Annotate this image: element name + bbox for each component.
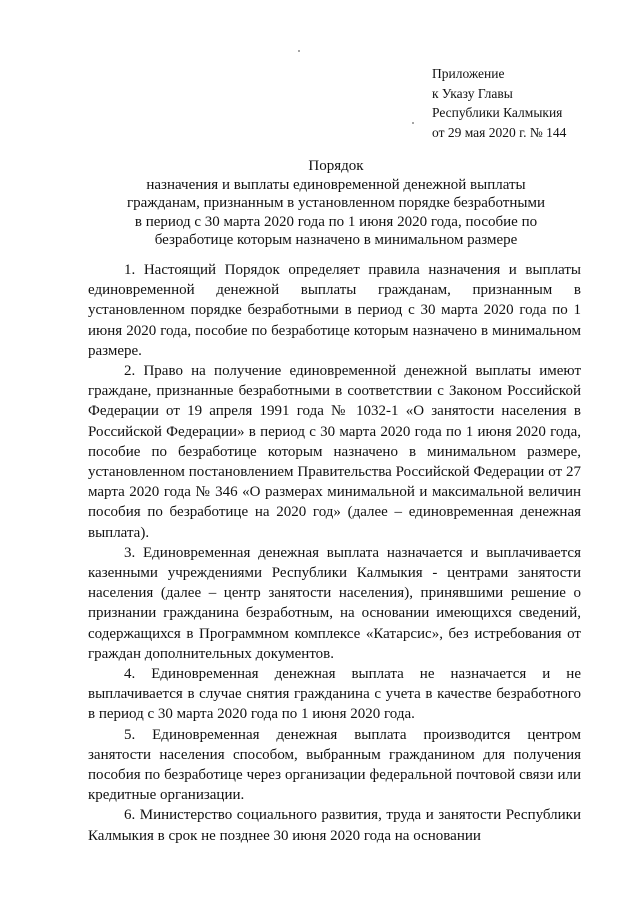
paragraph-3: 3. Единовременная денежная выплата назначается и выплачивается казенными учреждениями Республики Калмыкия - центрами занятости населения (далее – центр занятости населения), принявшими решение о признании гражданина безработным, на основании имеющихся сведений, содержащихся в Программном комплексе «Катарсис», без истребования от граждан дополнительных документов. [88,544,581,662]
title-line: в период с 30 марта 2020 года по 1 июня 2020 года, пособие по [134,213,538,230]
document-title [86,157,586,250]
scan-dot [412,122,414,124]
appendix-block [432,64,622,142]
paragraph-4: 4. Единовременная денежная выплата не назначается и не выплачивается в случае снятия гражданина с учета в качестве безработного в период с 30 марта 2020 года по 1 июня 2020 года. [88,666,581,723]
appendix-line: Приложение [432,66,505,81]
appendix-line: Республики Калмыкия [432,105,563,120]
paragraph-2: 2. Право на получение единовременной денежной выплаты имеют граждане, признанные безработными в соответствии с Законом Российской Федерации от 19 апреля 1991 года № 1032-1 «О занятости населения в Российской Федерации» в период с 30 марта 2020 года по 1 июня 2020 года, пособие по безработице которым назначено в минимальном размере, установленном постановлением Правительства Российской Федерации от 27 марта 2020 года № 346 «О размерах минимальной и максимальной величин пособия по безработице на 2020 год» (далее – единовременная денежная выплата). [88,363,581,541]
appendix-line: от 29 мая 2020 г. № 144 [432,124,567,140]
appendix-line: к Указу Главы [432,85,513,101]
title-heading: Порядок [308,158,364,174]
scan-dot [298,50,300,52]
paragraph-5: 5. Единовременная денежная выплата производится центром занятости населения способом, выбранным гражданином для получения пособия по безработице через организации федеральной почтовой связи или кредитные организации. [88,726,581,804]
paragraph-6: 6. Министерство социального развития, труда и занятости Республики Калмыкия в срок не позднее 30 июня 2020 года на основании [88,807,581,844]
document-body [88,260,581,846]
paragraph-1: 1. Настоящий Порядок определяет правила назначения и выплаты единовременной денежной выплаты гражданам, признанным в установленном порядке безработными в период с 30 марта 2020 года по 1 июня 2020 года, пособие по безработице которым назначено в минимальном размере. [88,262,581,359]
title-line: назначения и выплаты единовременной денежной выплаты [146,176,526,193]
title-line: безработице которым назначено в минимальном размере [154,232,518,249]
title-line: гражданам, признанным в установленном порядке безработными [127,195,545,212]
